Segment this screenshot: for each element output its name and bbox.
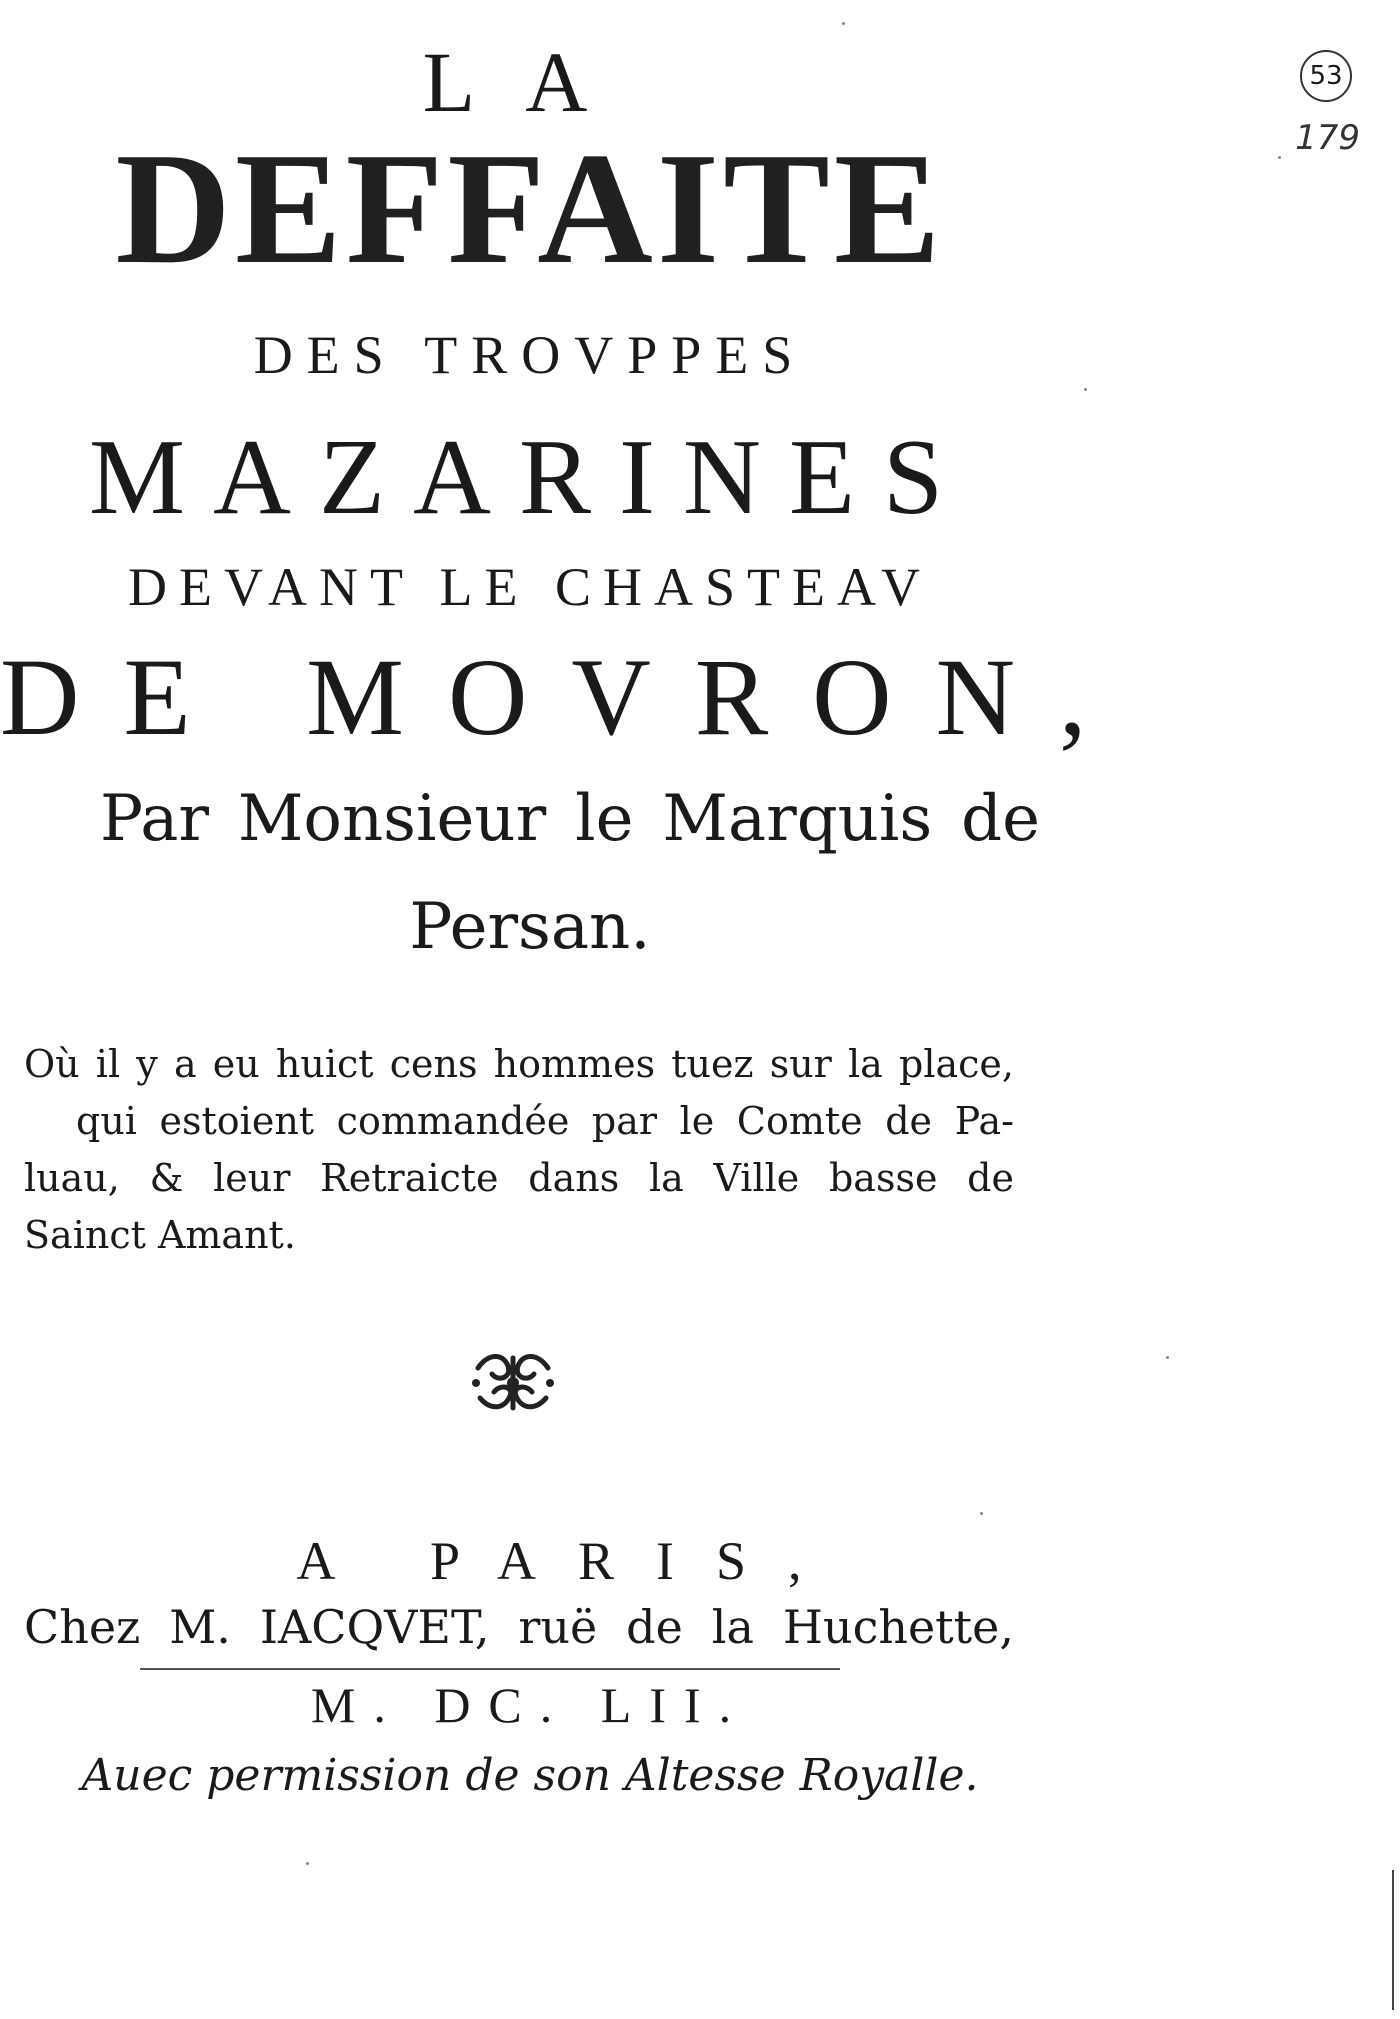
paragraph-line: Où il y a eu huict cens hommes tuez sur la place, bbox=[24, 1042, 1014, 1086]
paper-speck bbox=[1278, 156, 1281, 159]
imprint-permission: Auec permission de son Altesse Royalle. bbox=[81, 1750, 979, 1801]
title-line-mazarines: MAZARINES bbox=[88, 418, 972, 537]
paper-speck bbox=[1084, 388, 1087, 391]
title-line-devant: DEVANT LE CHASTEAV bbox=[127, 557, 933, 617]
paper-speck bbox=[842, 22, 845, 25]
paragraph-line: luau, & leur Retraicte dans la Ville basse de bbox=[24, 1156, 1014, 1200]
title-line-persan: Persan. bbox=[409, 890, 651, 964]
imprint-city: A PARIS, bbox=[296, 1531, 844, 1591]
page-edge-line bbox=[1392, 1870, 1394, 2010]
title-line-deffaite: DEFFAITE bbox=[115, 119, 945, 297]
paragraph-line: Sainct Amant. bbox=[24, 1213, 296, 1257]
paper-speck bbox=[306, 1862, 309, 1865]
title-line-mouron: DE MOVRON, bbox=[0, 636, 1131, 758]
title-line-par: Par Monsieur le Marquis de bbox=[100, 782, 1040, 856]
title-line-des-trouppes: DES TROVPPES bbox=[253, 325, 807, 385]
handwritten-number: 179 bbox=[1295, 118, 1360, 158]
circled-page-number: 53 bbox=[1300, 50, 1352, 102]
imprint-printer: Chez M. IACQVET, ruë de la Huchette, bbox=[24, 1600, 1014, 1654]
description-paragraph bbox=[24, 1036, 1014, 1264]
imprint-year: M. DC. LII. bbox=[310, 1677, 750, 1733]
paper-speck bbox=[980, 1512, 983, 1515]
fleuron-ornament-icon bbox=[468, 1348, 558, 1418]
imprint-rule bbox=[140, 1668, 840, 1670]
paper-speck bbox=[1166, 1356, 1169, 1359]
title-line-la: LA bbox=[422, 34, 638, 130]
paragraph-line: qui estoient commandée par le Comte de Pa- bbox=[76, 1099, 1014, 1143]
